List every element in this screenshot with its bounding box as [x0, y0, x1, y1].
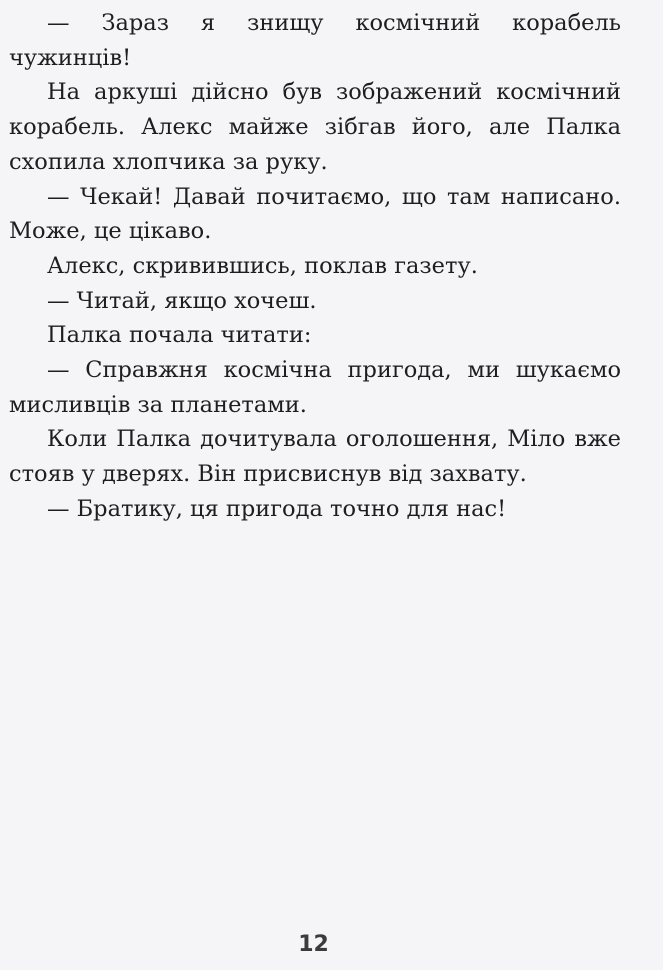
paragraph-6: Палка почала читати: — [47, 322, 312, 349]
paragraph-1: — Зараз я знищу космічний корабель чужинців! — [9, 10, 621, 71]
paragraph-5: — Читай, якщо хочеш. — [47, 287, 317, 314]
paragraph-9: — Братику, ця пригода точно для нас! — [47, 495, 507, 522]
paragraph-4: Алекс, скривившись, поклав газету. — [47, 252, 478, 279]
story-text — [9, 6, 621, 527]
page-number: 12 — [298, 932, 329, 957]
paragraph-2: На аркуші дійсно був зображений космічний корабель. Алекс майже зібгав його, але Палка схопила хлопчика за руку. — [9, 79, 621, 175]
paragraph-7: — Справжня космічна пригода, ми шукаємо мисливців за планетами. — [9, 357, 621, 418]
paragraph-3: — Чекай! Давай почитаємо, що там написано. Може, це цікаво. — [9, 183, 621, 245]
paragraph-8: Коли Палка дочитувала оголошення, Міло вже стояв у дверях. Він присвиснув від захвату. — [9, 426, 621, 488]
